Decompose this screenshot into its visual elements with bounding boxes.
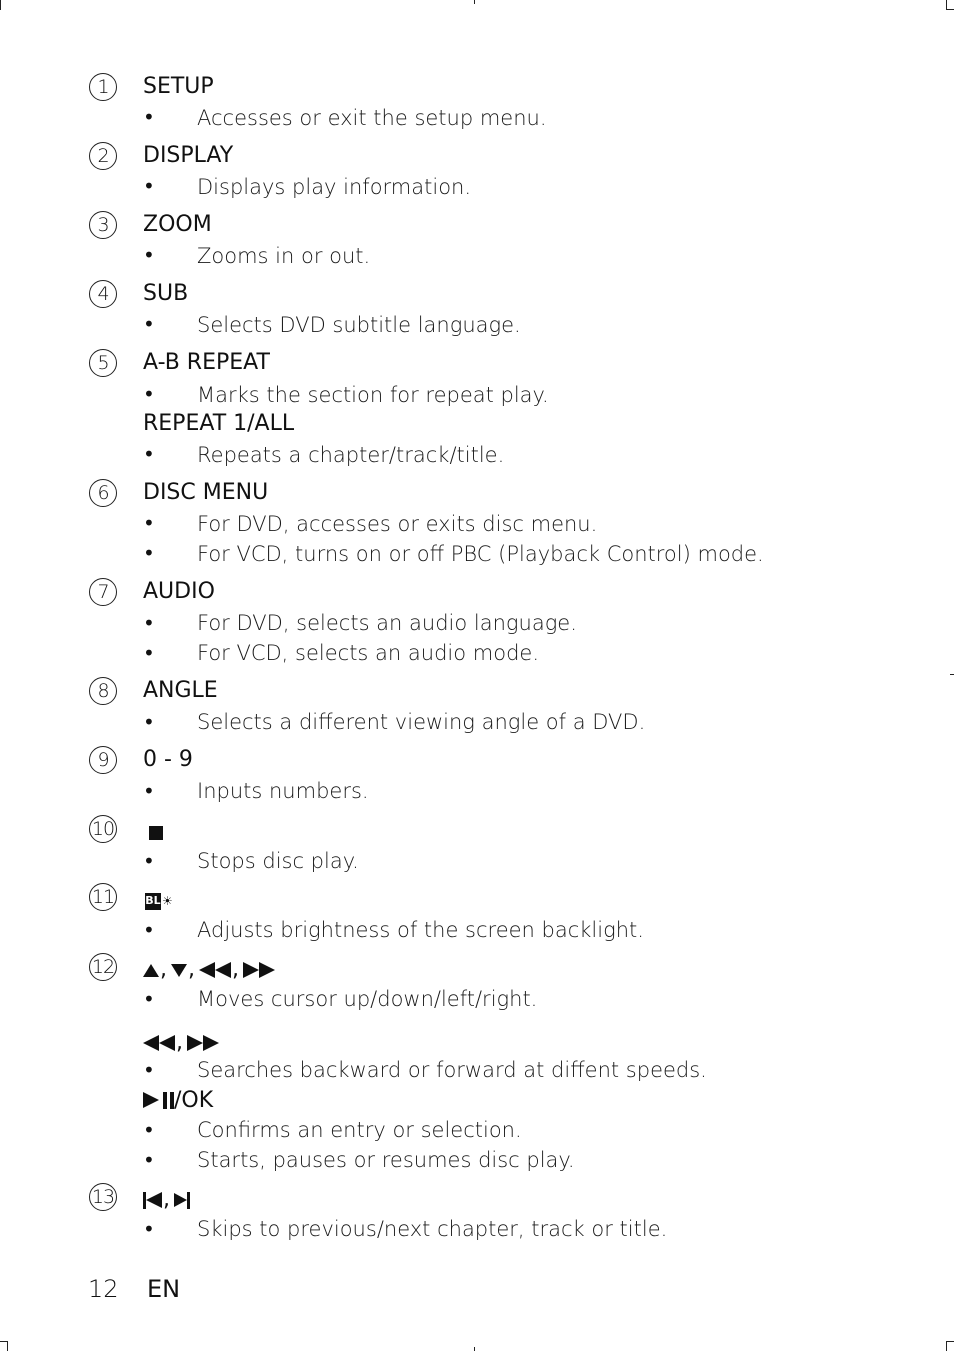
- bullet: •: [143, 382, 155, 406]
- crop-mark: [950, 674, 954, 675]
- separator: ,: [160, 957, 167, 982]
- bullet-text: Moves cursor up/down/left/right.: [197, 987, 538, 1011]
- fast-forward-icon: [203, 1035, 219, 1051]
- item-number: 11: [89, 883, 117, 911]
- separator: ,: [163, 1187, 170, 1212]
- item-number: 2: [89, 142, 117, 170]
- crop-mark: [474, 0, 475, 4]
- item-number: 13: [89, 1183, 117, 1211]
- stop-icon: [149, 826, 163, 840]
- fast-forward-icon: [243, 962, 259, 978]
- bullet-text: Repeats a chapter/track/title.: [197, 443, 505, 467]
- bullet: •: [143, 710, 155, 734]
- bullet: •: [143, 1058, 155, 1082]
- item-title: SUB: [143, 281, 189, 306]
- item-number: 1: [89, 73, 117, 101]
- bullet: •: [143, 174, 155, 198]
- separator: ,: [176, 1030, 183, 1055]
- item-number: 12: [89, 953, 117, 981]
- item-title: DISPLAY: [143, 143, 234, 168]
- icon-row: [145, 886, 173, 916]
- bullet-text: For DVD, accesses or exits disc menu.: [197, 512, 598, 536]
- skip-next-icon: [174, 1193, 187, 1207]
- item-title: AUDIO: [143, 579, 215, 604]
- crop-mark: [946, 1341, 947, 1351]
- icon-row: [143, 955, 275, 985]
- up-arrow-icon: [143, 964, 159, 977]
- play-icon: [143, 1092, 159, 1108]
- pause-icon: [163, 1092, 167, 1109]
- bullet-text: For VCD, turns on or off PBC (Playback Control) mode.: [197, 542, 764, 566]
- bullet-text: Inputs numbers.: [197, 779, 369, 803]
- rewind-icon: [159, 1035, 175, 1051]
- skip-previous-icon: [146, 1192, 162, 1208]
- bullet: •: [143, 849, 155, 873]
- item-number: 6: [89, 479, 117, 507]
- bullet-text: Adjusts brightness of the screen backlight.: [197, 918, 644, 942]
- bullet: •: [143, 541, 155, 565]
- icon-row: [149, 818, 163, 848]
- separator: ,: [188, 957, 195, 982]
- bullet: •: [143, 987, 155, 1011]
- bullet-text: Skips to previous/next chapter, track or title.: [197, 1217, 668, 1241]
- bullet: •: [143, 918, 155, 942]
- crop-mark: [0, 0, 1, 10]
- icon-row: [143, 1028, 219, 1058]
- crop-mark: [474, 1347, 475, 1351]
- backlight-icon: BL: [145, 893, 161, 910]
- item-title: A-B REPEAT: [143, 350, 270, 375]
- separator: ,: [232, 957, 239, 982]
- bullet: •: [143, 243, 155, 267]
- item-number: 9: [89, 746, 117, 774]
- bullet-text: Starts, pauses or resumes disc play.: [197, 1148, 575, 1172]
- item-number: 5: [89, 349, 117, 377]
- item-title: 0 - 9: [143, 747, 193, 772]
- bullet: •: [143, 312, 155, 336]
- bullet: •: [143, 442, 155, 466]
- down-arrow-icon: [171, 964, 187, 977]
- fast-forward-icon: [259, 962, 275, 978]
- icon-row: [143, 1185, 190, 1215]
- rewind-icon: [215, 962, 231, 978]
- crop-mark: [946, 9, 954, 10]
- item-number: 4: [89, 280, 117, 308]
- page-number: 12: [88, 1275, 119, 1303]
- crop-mark: [946, 1341, 954, 1342]
- language-label: EN: [147, 1275, 181, 1303]
- bullet-text: Selects DVD subtitle language.: [197, 313, 521, 337]
- bullet-text: For VCD, selects an audio mode.: [197, 641, 539, 665]
- bullet-text: Accesses or exit the setup menu.: [197, 106, 547, 130]
- item-subtitle: REPEAT 1/ALL: [143, 411, 295, 436]
- item-number: 8: [89, 677, 117, 705]
- bullet: •: [143, 1118, 155, 1142]
- bullet-text: Confirms an entry or selection.: [197, 1118, 522, 1142]
- item-title: ZOOM: [143, 212, 212, 237]
- bullet-text: For DVD, selects an audio language.: [197, 611, 577, 635]
- bullet: •: [143, 779, 155, 803]
- item-number: 7: [89, 578, 117, 606]
- item-title: DISC MENU: [143, 480, 269, 505]
- bullet-text: Zooms in or out.: [197, 244, 371, 268]
- rewind-icon: [143, 1035, 159, 1051]
- bullet: •: [143, 1148, 155, 1172]
- bullet-text: Marks the section for repeat play.: [197, 383, 549, 407]
- icon-row: [143, 1085, 213, 1115]
- skip-next-icon: [187, 1192, 190, 1209]
- item-number: 3: [89, 211, 117, 239]
- item-title: ANGLE: [143, 678, 218, 703]
- crop-mark: [7, 1341, 8, 1351]
- bullet: •: [143, 511, 155, 535]
- bullet-text: Stops disc play.: [197, 849, 359, 873]
- backlight-rays-icon: ☀: [162, 894, 173, 908]
- bullet: •: [143, 1217, 155, 1241]
- bullet: •: [143, 611, 155, 635]
- item-title: SETUP: [143, 74, 214, 99]
- bullet-text: Selects a different viewing angle of a DVD.: [197, 710, 646, 734]
- bullet-text: Searches backward or forward at diffent speeds.: [197, 1058, 707, 1082]
- ok-label: /OK: [174, 1087, 214, 1113]
- item-number: 10: [89, 815, 117, 843]
- rewind-icon: [199, 962, 215, 978]
- fast-forward-icon: [187, 1035, 203, 1051]
- bullet-text: Displays play information.: [197, 175, 472, 199]
- bullet: •: [143, 641, 155, 665]
- bullet: •: [143, 105, 155, 129]
